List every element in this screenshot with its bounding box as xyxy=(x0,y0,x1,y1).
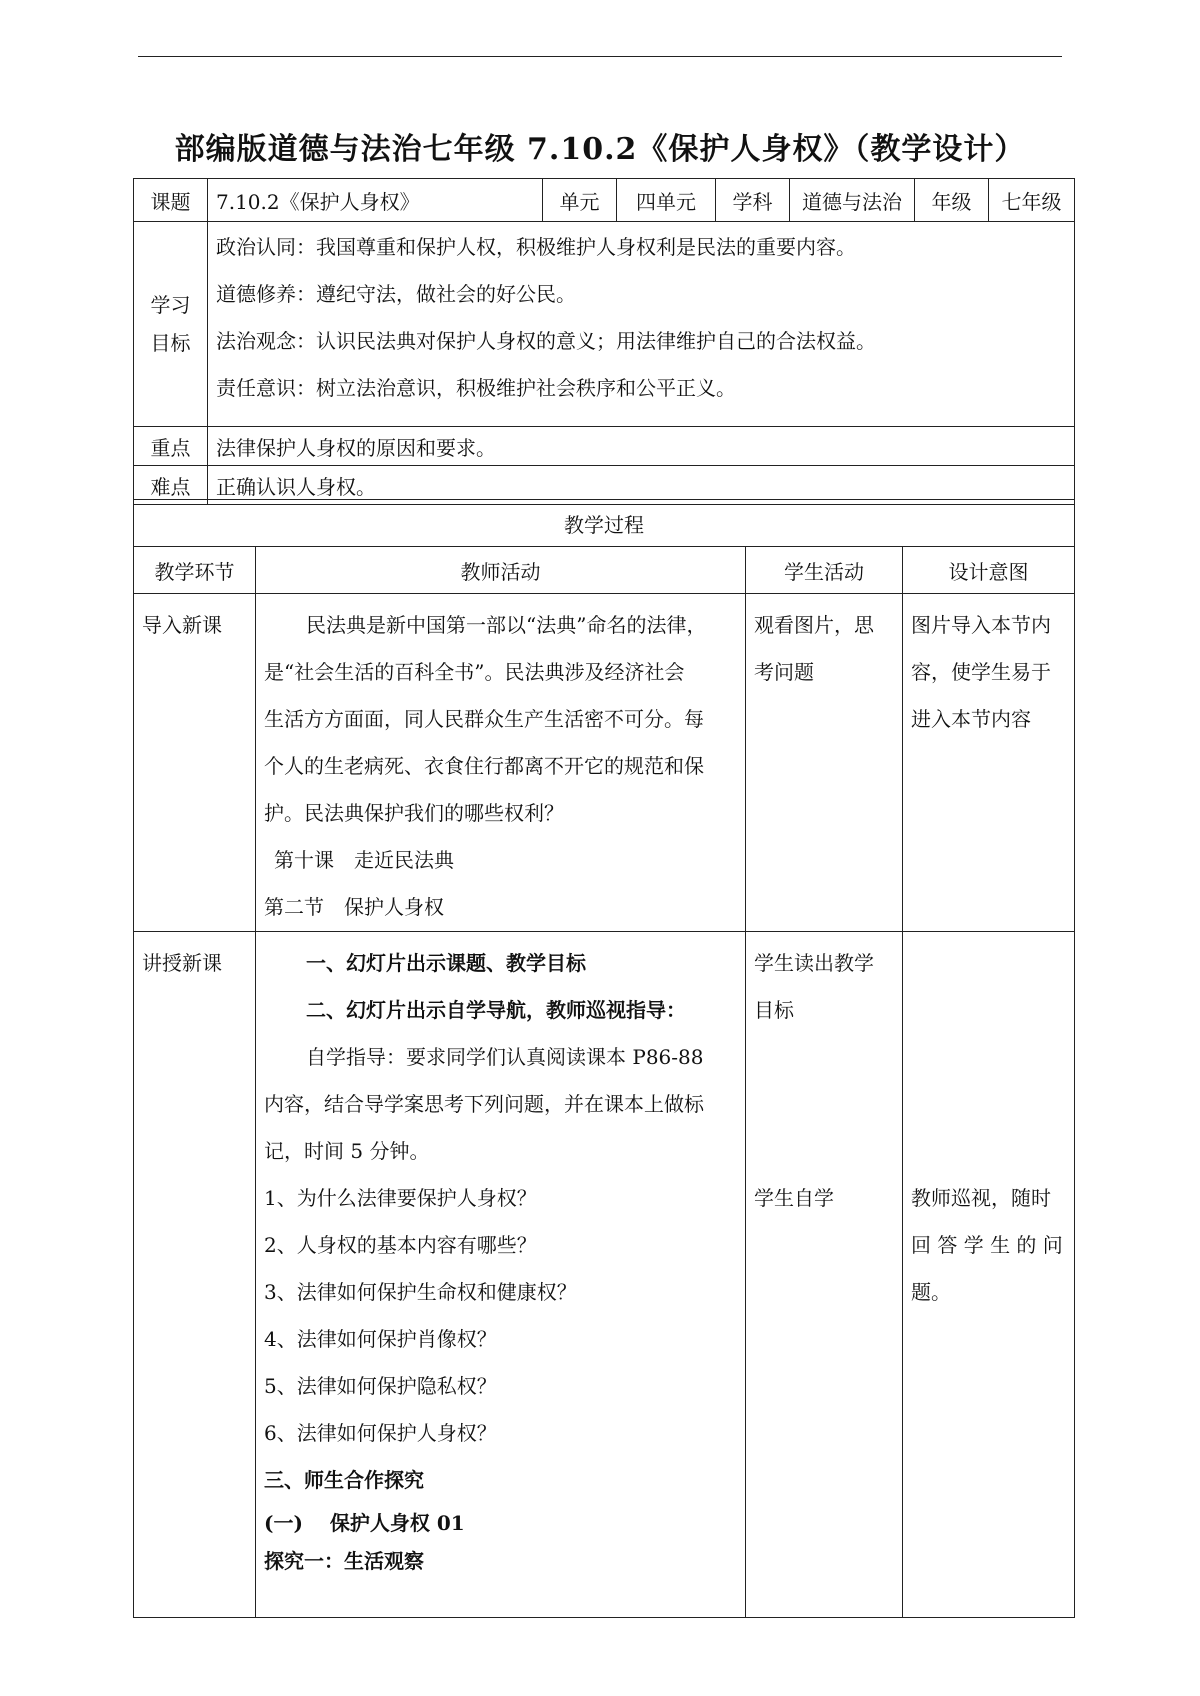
lecture-intent-line: 教师巡视，随时 xyxy=(911,1186,1051,1210)
exploration-heading: 探究一：生活观察 xyxy=(264,1549,424,1573)
teaching-process-table xyxy=(133,499,1075,1618)
header-teacher: 教师活动 xyxy=(256,547,746,594)
header-rule xyxy=(138,56,1062,57)
subsection-heading: (一) 保护人身权 01 xyxy=(264,1511,465,1535)
lecture-student-line: 学生读出教学 xyxy=(754,951,874,975)
intro-intent-line: 容，使学生易于 xyxy=(911,660,1051,684)
lecture-stage-label: 讲授新课 xyxy=(142,951,222,975)
header-stage: 教学环节 xyxy=(134,547,256,594)
self-study-guide: 自学指导：要求同学们认真阅读课本 P86-88 xyxy=(306,1045,704,1069)
goal-item: 责任意识：树立法治意识，积极维护社会秩序和公平正义。 xyxy=(216,376,736,400)
lecture-intent-line: 回 答 学 生 的 问 xyxy=(911,1233,1063,1257)
header-intent: 设计意图 xyxy=(903,547,1075,594)
intro-teacher-line: 生活方方面面，同人民群众生产生活密不可分。每 xyxy=(264,707,704,731)
subject-label: 学科 xyxy=(716,179,790,222)
intro-intent xyxy=(903,594,1075,932)
lecture-student xyxy=(746,932,903,1618)
goal-item: 法治观念：认识民法典对保护人身权的意义；用法律维护自己的合法权益。 xyxy=(216,329,876,353)
intro-stage-label: 导入新课 xyxy=(142,613,222,637)
header-student: 学生活动 xyxy=(746,547,903,594)
self-study-guide: 内容，结合导学案思考下列问题，并在课本上做标 xyxy=(264,1092,704,1116)
goal-item: 道德修养：遵纪守法，做社会的好公民。 xyxy=(216,282,576,306)
intro-teacher-line: 民法典是新中国第一部以“法典”命名的法律， xyxy=(306,613,707,637)
goals-row xyxy=(134,222,1075,427)
goals-label-line-2: 目标 xyxy=(150,331,191,355)
unit-value: 四单元 xyxy=(617,179,716,222)
step-heading: 三、师生合作探究 xyxy=(264,1468,424,1492)
lecture-intent xyxy=(903,932,1075,1618)
key-point-row xyxy=(134,427,1075,466)
intro-teacher-line: 是“社会生活的百科全书”。民法典涉及经济社会 xyxy=(264,660,685,684)
course-info-table xyxy=(133,178,1075,505)
intro-teacher-line: 个人的生老病死、衣食住行都离不开它的规范和保 xyxy=(264,754,704,778)
lecture-stage xyxy=(134,932,256,1618)
intro-student xyxy=(746,594,903,932)
lesson-heading: 第十课 走近民法典 xyxy=(274,848,454,872)
intro-teacher xyxy=(256,594,746,932)
self-study-guide: 记，时间 5 分钟。 xyxy=(264,1139,430,1163)
intro-student-line: 观看图片，思 xyxy=(754,613,874,637)
course-label: 课题 xyxy=(134,179,208,222)
question-item: 4、法律如何保护肖像权？ xyxy=(264,1327,497,1351)
question-item: 3、法律如何保护生命权和健康权？ xyxy=(264,1280,577,1304)
difficulty-value: 正确认识人身权。 xyxy=(208,466,1075,505)
grade-value: 七年级 xyxy=(989,179,1075,222)
unit-label: 单元 xyxy=(543,179,617,222)
key-point-value: 法律保护人身权的原因和要求。 xyxy=(208,427,1075,466)
lecture-intent-line: 题。 xyxy=(911,1280,951,1304)
question-item: 6、法律如何保护人身权？ xyxy=(264,1421,497,1445)
lecture-teacher xyxy=(256,932,746,1618)
difficulty-label: 难点 xyxy=(134,466,208,505)
goals-content xyxy=(208,222,1075,427)
intro-student-line: 考问题 xyxy=(754,660,814,684)
lecture-student-line: 学生自学 xyxy=(754,1186,834,1210)
subject-value: 道德与法治 xyxy=(790,179,915,222)
question-item: 5、法律如何保护隐私权？ xyxy=(264,1374,497,1398)
step-heading: 二、幻灯片出示自学导航，教师巡视指导： xyxy=(306,998,686,1022)
process-title-row xyxy=(134,500,1075,547)
goals-label xyxy=(134,222,208,427)
question-item: 1、为什么法律要保护人身权？ xyxy=(264,1186,537,1210)
intro-intent-line: 图片导入本节内 xyxy=(911,613,1051,637)
document-title: 部编版道德与法治七年级 7.10.2《保护人身权》（教学设计） xyxy=(174,132,1026,167)
section-heading: 第二节 保护人身权 xyxy=(264,895,444,919)
course-row xyxy=(134,179,1075,222)
intro-intent-line: 进入本节内容 xyxy=(911,707,1031,731)
key-point-label: 重点 xyxy=(134,427,208,466)
question-item: 2、人身权的基本内容有哪些？ xyxy=(264,1233,537,1257)
process-title: 教学过程 xyxy=(134,500,1075,547)
intro-teacher-line: 护。民法典保护我们的哪些权利？ xyxy=(264,801,564,825)
intro-row xyxy=(134,594,1075,932)
step-heading: 一、幻灯片出示课题、教学目标 xyxy=(306,951,586,975)
lecture-student-line: 目标 xyxy=(754,998,794,1022)
course-value: 7.10.2《保护人身权》 xyxy=(208,179,543,222)
goals-label-line-1: 学习 xyxy=(150,293,191,317)
lecture-row xyxy=(134,932,1075,1618)
process-header-row xyxy=(134,547,1075,594)
goal-item: 政治认同：我国尊重和保护人权，积极维护人身权利是民法的重要内容。 xyxy=(216,235,856,259)
intro-stage xyxy=(134,594,256,932)
grade-label: 年级 xyxy=(915,179,989,222)
